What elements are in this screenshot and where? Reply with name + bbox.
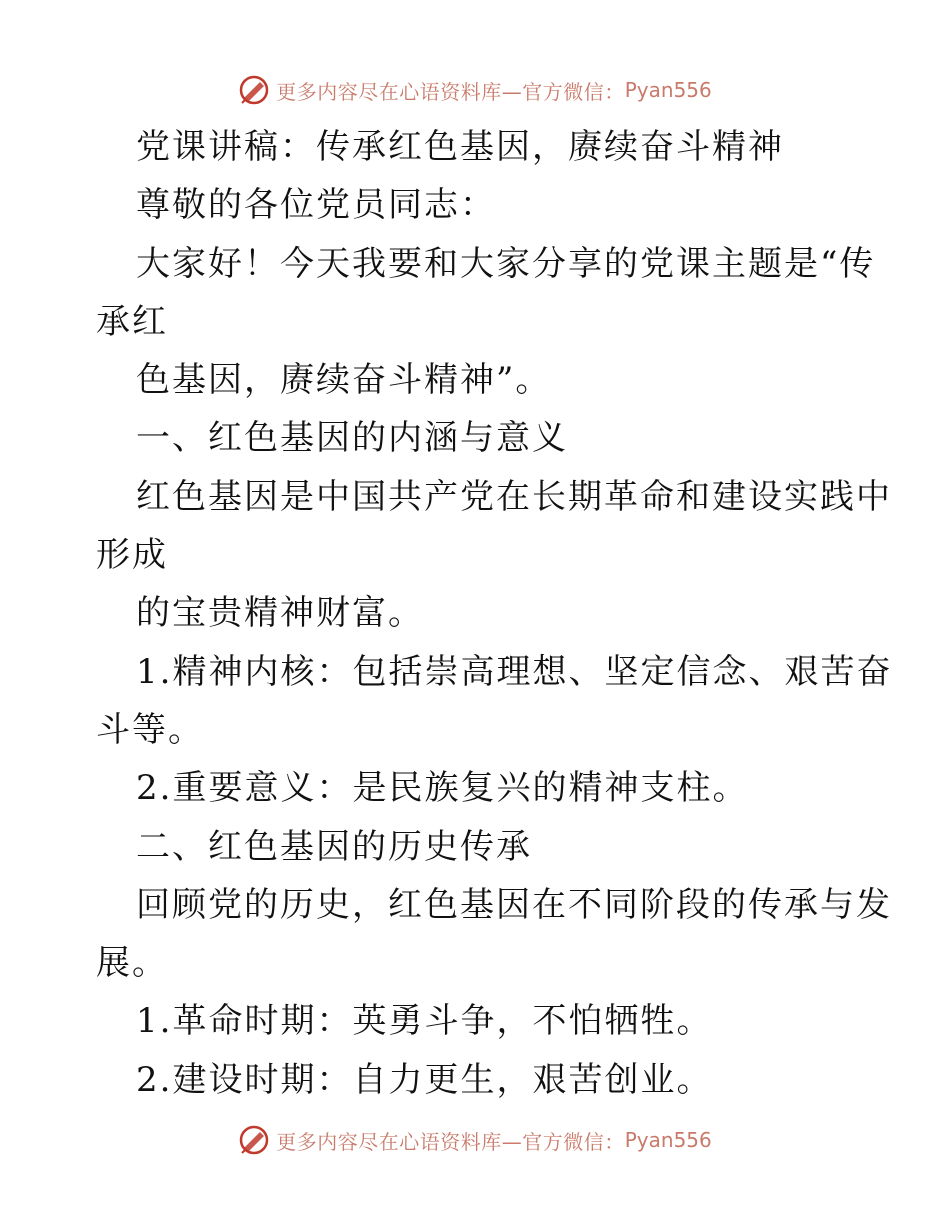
paragraph-line: 回顾党的历史，红色基因在不同阶段的传承与发 <box>136 884 892 925</box>
watermark-text: 更多内容尽在心语资料库—官方微信： <box>276 1129 625 1154</box>
watermark-wechat-id: Pyan556 <box>624 78 712 102</box>
paragraph-line: 色基因，赓续奋斗精神”。 <box>136 360 552 401</box>
paragraph-line: 展。 <box>96 943 168 984</box>
paragraph-line: 承红 <box>96 301 168 342</box>
paragraph-line: 大家好！今天我要和大家分享的党课主题是“传 <box>136 243 876 284</box>
paragraph-line: 的宝贵精神财富。 <box>136 593 424 634</box>
list-item: 1.精神内核：包括崇高理想、坚定信念、艰苦奋 <box>136 651 893 692</box>
paragraph-line: 红色基因是中国共产党在长期革命和建设实践中 <box>136 476 892 517</box>
list-item: 2.重要意义：是民族复兴的精神支柱。 <box>136 768 749 809</box>
footer-watermark <box>0 1120 950 1160</box>
section-heading-1: 一、红色基因的内涵与意义 <box>136 418 568 459</box>
pen-logo-icon <box>238 74 270 106</box>
document-body <box>96 118 893 1109</box>
section-heading-2: 二、红色基因的历史传承 <box>136 826 532 867</box>
list-item-continuation: 斗等。 <box>96 709 204 750</box>
watermark-wechat-id: Pyan556 <box>624 1128 712 1152</box>
paragraph-line: 形成 <box>96 535 168 576</box>
document-title: 党课讲稿：传承红色基因，赓续奋斗精神 <box>136 127 784 167</box>
watermark-text: 更多内容尽在心语资料库—官方微信： <box>276 79 625 104</box>
list-item: 1.革命时期：英勇斗争，不怕牺牲。 <box>136 1001 713 1042</box>
pen-logo-icon <box>238 1124 270 1156</box>
header-watermark <box>0 70 950 110</box>
list-item: 2.建设时期：自力更生，艰苦创业。 <box>136 1059 713 1100</box>
salutation: 尊敬的各位党员同志： <box>136 185 496 226</box>
